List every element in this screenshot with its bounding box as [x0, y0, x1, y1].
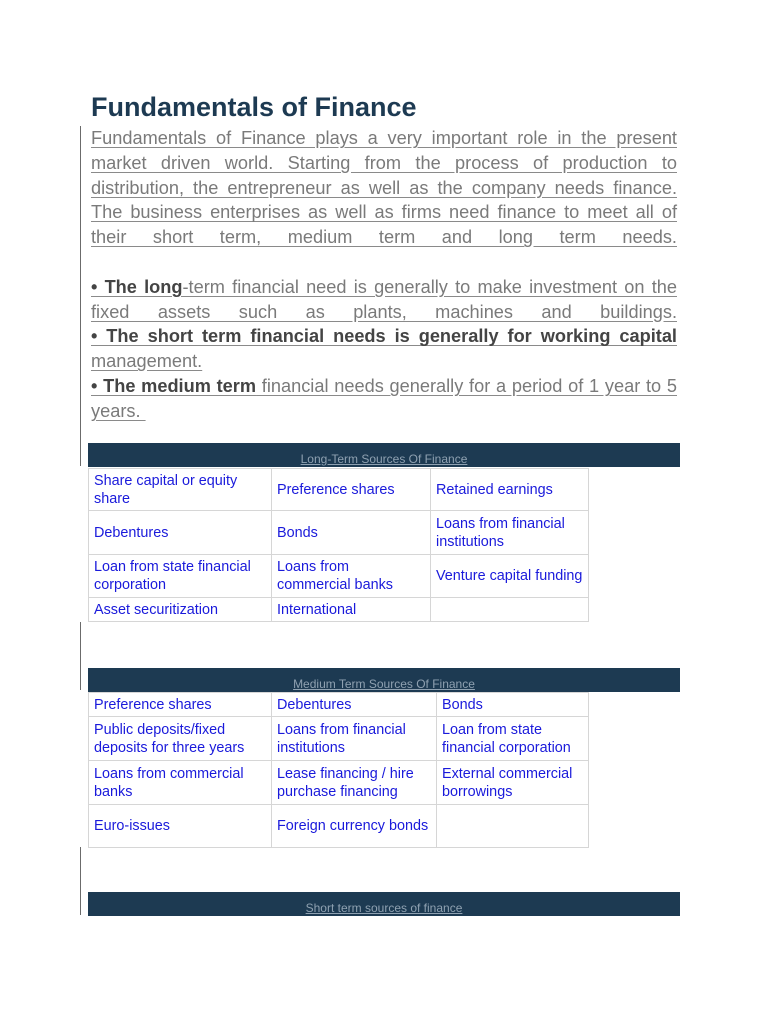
bullet-short-term: • The short term financial needs is generally for working capital [91, 326, 677, 347]
table-cell: Asset securitization [89, 598, 272, 622]
table-row [89, 555, 589, 598]
table-cell: Euro-issues [89, 805, 272, 848]
table-cell: Debentures [272, 693, 437, 717]
intro-line: Fundamentals of Finance plays a very important role in the present [91, 128, 677, 148]
table-row [89, 693, 589, 717]
table-cell: Retained earnings [431, 469, 589, 511]
left-margin-bar [80, 126, 81, 466]
table-cell: Loan from state financial corporation [89, 555, 272, 598]
long-term-table-header: Long-Term Sources Of Finance [88, 443, 680, 467]
table-row [89, 598, 589, 622]
table-cell: Bonds [272, 511, 431, 555]
page-title: Fundamentals of Finance [91, 92, 417, 122]
table-row [89, 511, 589, 555]
table-cell: Loan from state financial corporation [437, 717, 589, 761]
table-cell: Venture capital funding [431, 555, 589, 598]
table-cell: Bonds [437, 693, 589, 717]
left-margin-bar [80, 622, 81, 690]
table-cell: International [272, 598, 431, 622]
bullet-medium-term-cont: years. [91, 400, 146, 421]
table-cell [437, 805, 589, 848]
table-row [89, 469, 589, 511]
table-cell: Foreign currency bonds [272, 805, 437, 848]
table-cell: Share capital or equity share [89, 469, 272, 511]
table-row [89, 805, 589, 848]
table-row [89, 761, 589, 805]
bullet-medium-term: • The medium term financial needs generally for a period of 1 year to 5 [91, 375, 677, 396]
medium-term-sources-table [88, 692, 589, 848]
table-cell: Preference shares [89, 693, 272, 717]
intro-line: distribution, the entrepreneur as well as the company needs finance. [91, 177, 677, 198]
bullet-short-term-cont: management. [91, 351, 203, 372]
table-cell: Public deposits/fixed deposits for three years [89, 717, 272, 761]
intro-line: The business enterprises as well as firms need finance to meet all of [91, 202, 677, 223]
long-term-sources-table [88, 468, 589, 622]
intro-text [91, 126, 677, 424]
table-cell [431, 598, 589, 622]
table-cell: Loans from commercial banks [272, 555, 431, 598]
table-cell: Loans from commercial banks [89, 761, 272, 805]
table-cell: Loans from financial institutions [431, 511, 589, 555]
medium-term-table-header: Medium Term Sources Of Finance [88, 668, 680, 692]
table-cell: Preference shares [272, 469, 431, 511]
table-cell: External commercial borrowings [437, 761, 589, 805]
table-cell: Loans from financial institutions [272, 717, 437, 761]
table-cell: Debentures [89, 511, 272, 555]
bullet-long-term-cont: fixed assets such as plants, machines and buildings. [91, 301, 677, 322]
table-row [89, 717, 589, 761]
short-term-table-header: Short term sources of finance [88, 892, 680, 916]
table-cell: Lease financing / hire purchase financing [272, 761, 437, 805]
left-margin-bar [80, 847, 81, 915]
bullet-long-term: • The long-term financial need is generally to make investment on the [91, 276, 677, 297]
intro-line: their short term, medium term and long term needs. [91, 227, 677, 248]
intro-line: market driven world. Starting from the process of production to [91, 152, 677, 173]
